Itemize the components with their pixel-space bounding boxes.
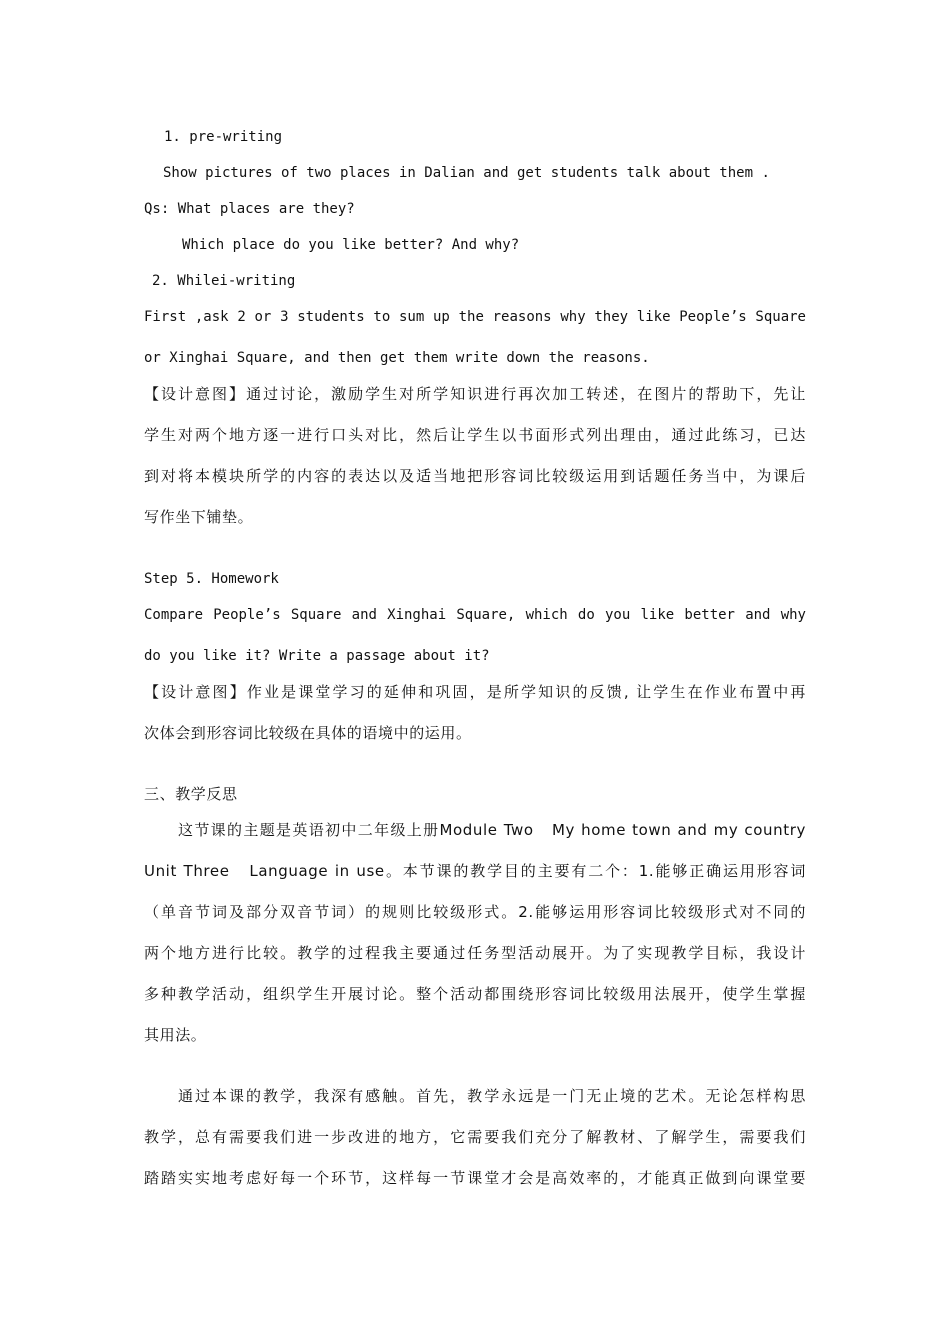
questions-line-2: Which place do you like better? And why? (182, 237, 520, 253)
questions-line-1: Qs: What places are they? (144, 201, 355, 217)
homework-line-1: Compare People’s Square and Xinghai Square, which do you like better and why (144, 607, 806, 623)
design-intent-2-line-1: 【设计意图】作业是课堂学习的延伸和巩固，是所学知识的反馈, 让学生在作业布置中再 (144, 683, 806, 701)
whilewriting-heading: 2. Whilei-writing (152, 273, 296, 289)
design-intent-1-line-1: 【设计意图】通过讨论，激励学生对所学知识进行再次加工转述，在图片的帮助下，先让 (144, 385, 806, 403)
whilewriting-paragraph-line-2: or Xinghai Square, and then get them write down the reasons. (144, 350, 650, 366)
reflection-p1-line-5: 多种教学活动，组织学生开展讨论。整个活动都围绕形容词比较级用法展开，使学生掌握 (144, 985, 806, 1003)
reflection-p1-line-3: （单音节词及部分双音节词）的规则比较级形式。2.能够运用形容词比较级形式对不同的 (144, 903, 806, 921)
prewriting-heading: 1. pre-writing (164, 129, 283, 145)
reflection-p2-line-3: 踏踏实实地考虑好每一个环节，这样每一节课堂才会是高效率的，才能真正做到向课堂要 (144, 1169, 806, 1187)
section-3-heading: 三、教学反思 (144, 785, 238, 803)
reflection-p2-line-2: 教学，总有需要我们进一步改进的地方，它需要我们充分了解教材、了解学生，需要我们 (144, 1128, 806, 1146)
whilewriting-paragraph-line-1: First ,ask 2 or 3 students to sum up the reasons why they like People’s Square (144, 309, 806, 325)
reflection-p1-line-4: 两个地方进行比较。教学的过程我主要通过任务型活动展开。为了实现教学目标，我设计 (144, 944, 806, 962)
prewriting-instruction: Show pictures of two places in Dalian and get students talk about them . (163, 165, 770, 181)
design-intent-1-line-4: 写作坐下铺垫。 (144, 508, 254, 526)
design-intent-1-line-3: 到对将本模块所学的内容的表达以及适当地把形容词比较级运用到话题任务当中，为课后 (144, 467, 806, 485)
reflection-p1-line-6: 其用法。 (144, 1026, 207, 1044)
design-intent-1-line-2: 学生对两个地方逐一进行口头对比，然后让学生以书面形式列出理由，通过此练习，已达 (144, 426, 806, 444)
reflection-p1-line-2: Unit Three Language in use。本节课的教学目的主要有二个：1.能够正确运用形容词 (144, 862, 806, 880)
homework-line-2: do you like it? Write a passage about it? (144, 648, 490, 664)
reflection-p2-line-1: 通过本课的教学，我深有感触。首先，教学永远是一门无止境的艺术。无论怎样构思 (178, 1087, 806, 1105)
design-intent-2-line-2: 次体会到形容词比较级在具体的语境中的运用。 (144, 724, 472, 742)
reflection-p1-line-1: 这节课的主题是英语初中二年级上册Module Two My home town and my country (178, 821, 806, 839)
step5-heading: Step 5. Homework (144, 571, 279, 587)
